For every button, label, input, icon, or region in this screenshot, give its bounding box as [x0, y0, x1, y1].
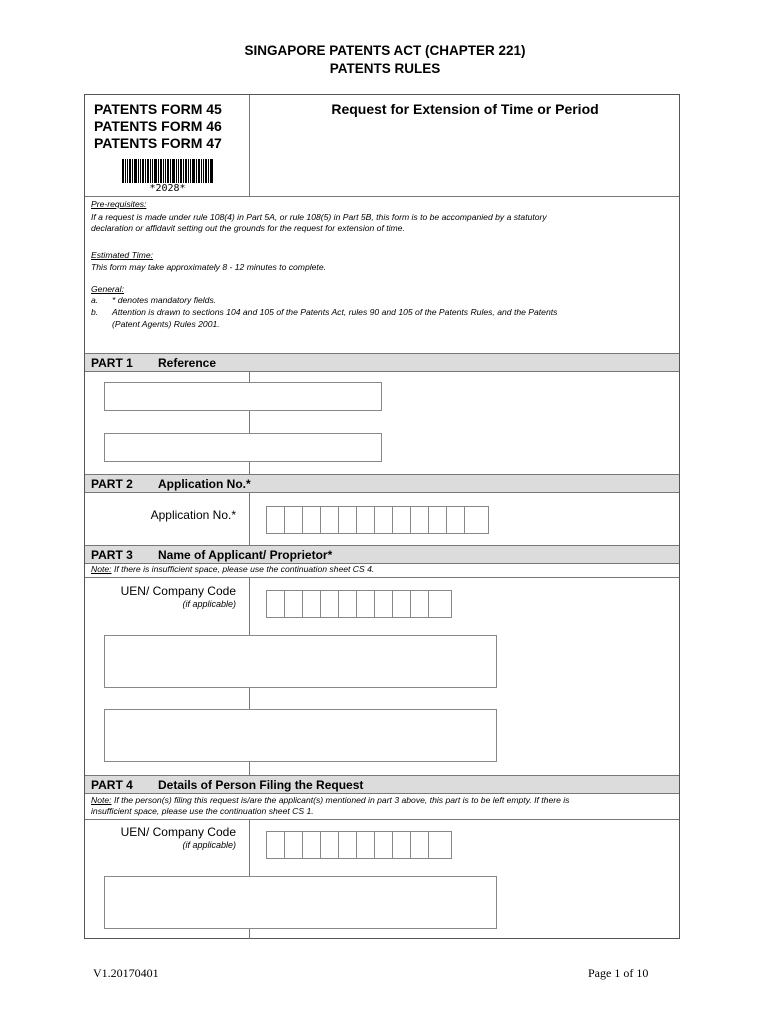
version-number: V1.20170401 — [93, 966, 159, 980]
part4-note-text-2: insufficient space, please use the continuation sheet CS 1. — [91, 806, 314, 816]
filer-name-input[interactable] — [104, 876, 497, 929]
part4-uen-sub: (if applicable) — [182, 840, 236, 850]
part3-uen-input[interactable] — [266, 590, 452, 618]
form-frame — [84, 94, 680, 939]
part1-number: PART 1 — [91, 356, 133, 370]
form-title: Request for Extension of Time or Period — [331, 101, 599, 117]
part3-uen-sub: (if applicable) — [182, 599, 236, 609]
page-number: Page 1 of 10 — [588, 966, 649, 980]
application-no-label: Application No.* — [150, 508, 236, 522]
general-a-text: * denotes mandatory fields. — [112, 295, 217, 305]
applicant-name-input[interactable] — [104, 635, 497, 688]
part2-number: PART 2 — [91, 477, 133, 491]
part3-uen-label: UEN/ Company Code — [120, 584, 236, 598]
reference-input-1[interactable] — [104, 382, 382, 411]
form-number-46: PATENTS FORM 46 — [94, 118, 222, 134]
part3-number: PART 3 — [91, 548, 133, 562]
part4-uen-input[interactable] — [266, 831, 452, 859]
time-text: This form may take approximately 8 - 12 minutes to complete. — [91, 262, 326, 272]
part1-header — [85, 353, 679, 372]
part3-header — [85, 545, 679, 564]
part4-header — [85, 775, 679, 794]
part4-note-label: Note: — [91, 795, 112, 805]
rules-title: PATENTS RULES — [329, 61, 441, 76]
part4-uen-label: UEN/ Company Code — [120, 825, 236, 839]
part4-title: Details of Person Filing the Request — [158, 778, 364, 792]
reference-input-2[interactable] — [104, 433, 382, 462]
part3-note — [91, 564, 374, 575]
applicant-address-input[interactable] — [104, 709, 497, 762]
barcode-icon — [122, 159, 213, 183]
general-b-marker: b. — [91, 307, 99, 317]
prereq-heading: Pre-requisites: — [91, 199, 147, 209]
general-b-text-1: Attention is drawn to sections 104 and 105 of the Patents Act, rules 90 and 105 of the Patents Rules, and the Patents — [112, 307, 558, 317]
general-b-text-2: (Patent Agents) Rules 2001. — [112, 319, 220, 329]
part1-title: Reference — [158, 356, 217, 370]
general-heading: General: — [91, 284, 124, 294]
part4-number: PART 4 — [91, 778, 133, 792]
part3-note-label: Note: — [91, 564, 112, 574]
prereq-text-2: declaration or affidavit setting out the grounds for the request for extension of time. — [91, 223, 405, 233]
barcode-number: *2028* — [149, 183, 186, 194]
application-no-input[interactable] — [266, 506, 489, 534]
part3-note-text: If there is insufficient space, please use the continuation sheet CS 4. — [113, 564, 375, 574]
general-a-marker: a. — [91, 295, 99, 305]
part3-title: Name of Applicant/ Proprietor* — [158, 548, 333, 562]
part2-title: Application No.* — [158, 477, 251, 491]
form-number-45: PATENTS FORM 45 — [94, 101, 222, 117]
prereq-text-1: If a request is made under rule 108(4) in Part 5A, or rule 108(5) in Part 5B, this form is to be accompanied by a statutory — [91, 212, 547, 222]
form-number-47: PATENTS FORM 47 — [94, 135, 222, 151]
part2-header — [85, 474, 679, 493]
act-title: SINGAPORE PATENTS ACT (CHAPTER 221) — [244, 43, 526, 58]
part4-note-text-1: If the person(s) filing this request is/are the applicant(s) mentioned in part 3 above, this part is to be left empty. If there is — [113, 795, 570, 805]
time-heading: Estimated Time: — [91, 250, 154, 260]
part4-note-1 — [91, 795, 569, 806]
